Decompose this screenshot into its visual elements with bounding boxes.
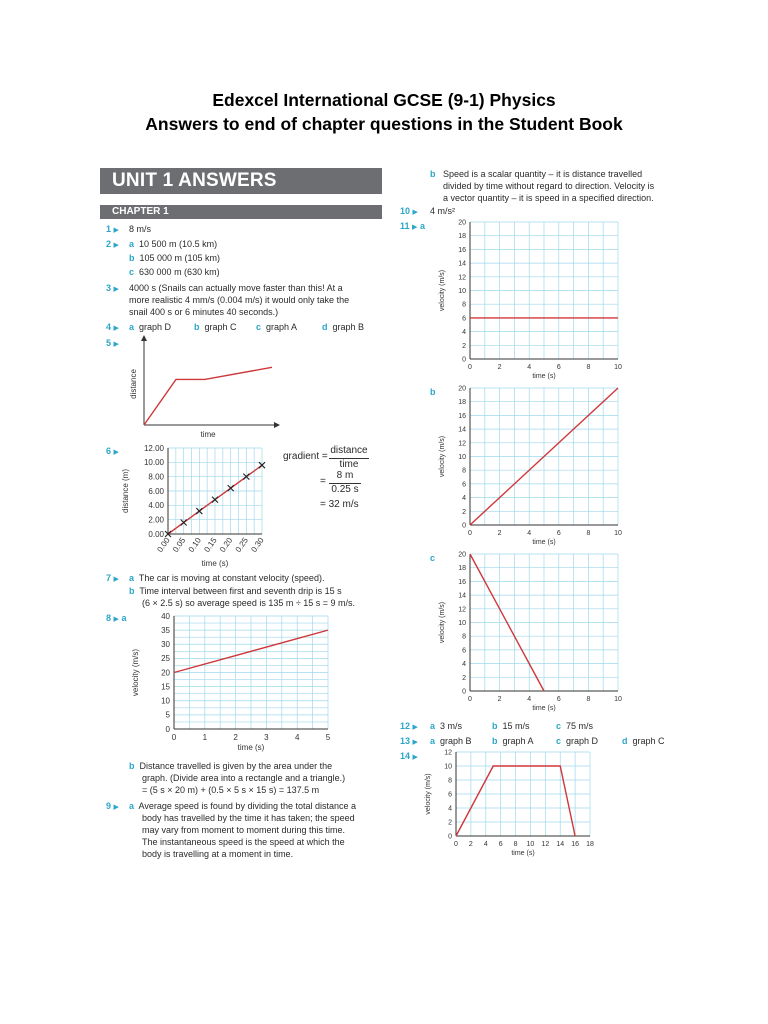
y-tick-label: 6.00 (148, 486, 164, 496)
x-tick-label: 0 (468, 530, 472, 537)
x-tick-label: 12 (541, 841, 550, 848)
y-tick-label: 8 (462, 633, 466, 641)
part-label: b (492, 721, 498, 731)
answer-text: 3 m/s (440, 721, 463, 731)
question-number (106, 800, 119, 814)
x-tick-label: 0.25 (233, 535, 250, 554)
part-label: b (492, 736, 498, 746)
part-label: a (129, 322, 135, 332)
y-axis-label: velocity (m/s) (131, 648, 140, 697)
answer-text: 630 000 m (630 km) (139, 267, 220, 277)
y-tick-label: 5 (165, 710, 170, 720)
x-tick-label: 10 (614, 364, 622, 371)
y-tick-label: 12 (444, 749, 452, 757)
question-number (400, 220, 425, 234)
unit-banner: UNIT 1 ANSWERS (100, 168, 382, 194)
y-tick-label: 35 (161, 625, 170, 635)
answer-q12b (492, 720, 530, 732)
y-axis-label: velocity (m/s) (439, 435, 446, 478)
chart-q11a (430, 218, 630, 386)
gradient-denominator: time (339, 459, 359, 470)
answer-q4b (194, 321, 237, 333)
answer-q13c (556, 735, 598, 747)
answer-q4d (322, 321, 364, 333)
y-tick-label: 40 (161, 611, 170, 621)
y-tick-label: 16 (458, 412, 466, 420)
y-tick-label: 16 (458, 578, 466, 586)
answer-text: graph A (266, 322, 298, 332)
y-tick-label: 20 (458, 219, 466, 227)
arrow-icon: ▶ (412, 739, 418, 746)
part-label: a (430, 736, 436, 746)
x-tick-label: 4 (527, 530, 532, 537)
y-tick-label: 10 (458, 453, 466, 461)
y-tick-label: 10.00 (143, 458, 164, 468)
y-tick-label: 10 (161, 696, 170, 706)
answer-text: Distance travelled is given by the area under the (139, 761, 333, 771)
answer-q3-line: 4000 s (Snails can actually move faster than this! At a (129, 283, 343, 293)
answer-text: 105 000 m (105 km) (139, 253, 221, 263)
question-6-number: 6 (106, 446, 112, 456)
answer-text: graph C (204, 322, 237, 332)
y-tick-label: 6 (462, 647, 466, 655)
x-tick-label: 0.30 (249, 535, 266, 554)
part-label: a (430, 721, 436, 731)
arrow-icon: ▶ (412, 209, 418, 216)
answer-q10b-line: a vector quantity – it is speed in a specified direction. (443, 193, 654, 203)
x-axis-label: time (s) (237, 743, 265, 752)
question-11-number: 11 (400, 221, 410, 231)
x-tick-label: 18 (586, 841, 594, 848)
question-4-number: 4 (106, 322, 112, 332)
y-tick-label: 6 (462, 315, 466, 323)
answer-q13b (492, 735, 534, 747)
x-tick-label: 2 (233, 733, 238, 742)
arrow-icon: ▶ (412, 754, 418, 761)
x-tick-label: 0.00 (155, 535, 172, 554)
answer-text: Average speed is found by dividing the total distance a (138, 801, 357, 811)
answer-text: Time interval between first and seventh drip is 15 s (139, 586, 342, 596)
question-5-number: 5 (106, 338, 112, 348)
x-tick-label: 0 (468, 696, 472, 703)
y-tick-label: 25 (161, 654, 170, 664)
y-tick-label: 10 (458, 619, 466, 627)
answer-q12a (430, 720, 462, 732)
x-tick-label: 0.20 (217, 535, 235, 554)
part-label: a (121, 613, 127, 623)
y-tick-label: 4 (462, 495, 466, 503)
question-number (400, 735, 418, 749)
y-tick-label: 20 (161, 668, 170, 678)
x-axis-label: time (s) (532, 373, 556, 380)
y-tick-label: 30 (161, 640, 170, 650)
document-subtitle: Answers to end of chapter questions in the Student Book (145, 114, 623, 134)
x-tick-label: 2 (497, 364, 502, 371)
answer-text: 15 m/s (502, 721, 530, 731)
chart-q14 (425, 748, 610, 863)
y-tick-label: 6 (448, 791, 452, 799)
part-label: c (556, 736, 562, 746)
answer-text: 10 500 m (10.5 km) (139, 239, 218, 249)
question-12-number: 12 (400, 721, 411, 731)
arrow-icon: ▶ (113, 804, 119, 811)
y-tick-label: 12.00 (143, 443, 164, 453)
x-axis-label: time (s) (532, 539, 556, 546)
answer-q9-line: may vary from moment to moment during this time. (142, 825, 346, 835)
y-tick-label: 12 (458, 606, 466, 614)
chart-q8a (120, 610, 340, 758)
x-tick-label: 2 (468, 841, 473, 848)
answer-q13d (622, 735, 665, 747)
part-label: b (430, 169, 436, 179)
answer-text: graph B (332, 322, 365, 332)
y-tick-label: 4 (462, 661, 466, 669)
data-line (144, 367, 272, 425)
y-tick-label: 2 (462, 342, 466, 350)
gradient-label: gradient = (283, 451, 328, 462)
answer-q10b-line: divided by time without regard to direction. Velocity is (443, 181, 655, 191)
question-number (106, 238, 119, 252)
y-tick-label: 10 (458, 287, 466, 295)
gradient-numerator: distance (330, 445, 368, 456)
question-number (400, 750, 418, 764)
y-tick-label: 0.00 (148, 529, 164, 539)
question-2-number: 2 (106, 239, 112, 249)
x-tick-label: 6 (556, 364, 561, 371)
y-tick-label: 20 (458, 385, 466, 393)
answer-q1: 8 m/s (129, 224, 152, 234)
arrow-icon: ▶ (113, 449, 119, 456)
question-number (400, 720, 418, 734)
part-label: d (322, 322, 328, 332)
y-tick-label: 2.00 (148, 515, 164, 525)
question-9-number: 9 (106, 801, 112, 811)
answer-q4a (129, 321, 171, 333)
x-tick-label: 0.10 (186, 535, 203, 554)
part-label: b (129, 253, 135, 263)
answer-q2b (129, 252, 220, 264)
x-tick-label: 10 (614, 696, 622, 703)
answer-q9a (129, 800, 356, 812)
x-tick-label: 10 (614, 530, 622, 537)
x-tick-label: 3 (264, 733, 269, 742)
answer-q7b-line: (6 × 2.5 s) so average speed is 135 m ÷ 15 s = 9 m/s. (142, 598, 356, 608)
question-number (106, 223, 119, 237)
y-tick-label: 8.00 (148, 472, 164, 482)
answer-q13a (430, 735, 472, 747)
y-tick-label: 8 (448, 777, 452, 785)
part-label: c (256, 322, 262, 332)
answer-q9-line: body is travelling at a moment in time. (142, 849, 294, 859)
y-tick-label: 0 (462, 356, 466, 364)
question-7-number: 7 (106, 573, 112, 583)
y-tick-label: 0 (462, 522, 466, 530)
y-tick-label: 4 (448, 805, 452, 813)
question-number (106, 337, 119, 351)
question-13-number: 13 (400, 736, 411, 746)
question-14-number: 14 (400, 751, 411, 761)
part-label: a (419, 221, 425, 231)
arrow-icon: ▶ (113, 341, 119, 348)
answer-q12c (556, 720, 593, 732)
y-tick-label: 14 (458, 260, 466, 268)
y-axis-label: velocity (m/s) (439, 269, 446, 312)
gradient-denominator-value: 0.25 s (331, 484, 359, 495)
arrow-icon: ▶ (113, 616, 119, 623)
y-tick-label: 0 (165, 724, 170, 734)
y-tick-label: 18 (458, 565, 466, 573)
x-tick-label: 2 (497, 530, 502, 537)
y-tick-label: 12 (458, 274, 466, 282)
answer-q10b-line: Speed is a scalar quantity – it is distance travelled (443, 169, 643, 179)
y-tick-label: 18 (458, 233, 466, 241)
answer-text: graph D (139, 322, 172, 332)
x-tick-label: 16 (571, 841, 580, 848)
x-tick-label: 8 (586, 696, 591, 703)
arrow-icon: ▶ (113, 576, 119, 583)
part-label: c (556, 721, 562, 731)
y-tick-label: 8 (462, 301, 466, 309)
y-tick-label: 14 (458, 426, 466, 434)
part-label: a (129, 801, 135, 811)
y-tick-label: 6 (462, 481, 466, 489)
y-tick-label: 12 (458, 440, 466, 448)
arrow-icon: ▶ (113, 242, 119, 249)
y-axis-label: distance (129, 369, 138, 399)
x-axis-label: time (200, 430, 216, 439)
answer-q2c (129, 266, 220, 278)
x-tick-label: 4 (527, 696, 532, 703)
answer-q7b (129, 585, 342, 597)
answer-text: graph B (440, 736, 472, 746)
y-axis-label: velocity (m/s) (425, 773, 432, 815)
part-label: b (129, 586, 135, 596)
gradient-numerator-value: 8 m (336, 470, 354, 481)
y-axis-label: distance (m) (121, 468, 130, 514)
y-axis-label: velocity (m/s) (439, 601, 446, 644)
part-label: d (622, 736, 628, 746)
answer-q3-line: more realistic 4 mm/s (0.004 m/s) it would only take the (129, 295, 350, 305)
arrow-icon: ▶ (113, 286, 119, 293)
chart-q11b (430, 384, 630, 552)
x-tick-label: 1 (202, 733, 208, 742)
answer-q8b-line: = (5 s × 20 m) + (0.5 × 5 s × 15 s) = 137.5 m (142, 785, 320, 795)
y-tick-label: 20 (458, 551, 466, 559)
y-tick-label: 2 (462, 674, 466, 682)
x-tick-label: 0 (171, 733, 177, 742)
part-label: a (129, 239, 135, 249)
x-tick-label: 0.15 (202, 535, 219, 554)
answer-q2a (129, 238, 217, 250)
question-number (106, 282, 119, 296)
answer-text: 75 m/s (566, 721, 594, 731)
y-tick-label: 2 (448, 819, 452, 827)
y-tick-label: 14 (458, 592, 466, 600)
y-tick-label: 16 (458, 246, 466, 254)
x-tick-label: 4 (483, 841, 488, 848)
x-axis-arrow-icon (274, 422, 280, 428)
chart-q11c (430, 550, 630, 718)
gradient-result: = 32 m/s (320, 499, 359, 510)
x-axis-label: time (s) (532, 705, 556, 712)
arrow-icon: ▶ (113, 227, 119, 234)
arrow-icon: ▶ (412, 224, 418, 231)
answer-q10: 4 m/s² (430, 206, 456, 216)
arrow-icon: ▶ (412, 724, 418, 731)
question-8-number: 8 (106, 613, 112, 623)
question-10-number: 10 (400, 206, 411, 216)
x-tick-label: 6 (556, 696, 561, 703)
question-number (106, 445, 119, 459)
x-tick-label: 0 (468, 364, 472, 371)
y-tick-label: 4.00 (148, 501, 164, 511)
y-tick-label: 18 (458, 399, 466, 407)
y-tick-label: 8 (462, 467, 466, 475)
answer-text: The car is moving at constant velocity (speed). (138, 573, 325, 583)
question-number (106, 321, 119, 335)
y-tick-label: 0 (448, 833, 452, 841)
x-tick-label: 8 (586, 364, 591, 371)
y-tick-label: 15 (161, 682, 170, 692)
x-tick-label: 8 (513, 841, 518, 848)
question-3-number: 3 (106, 283, 112, 293)
x-tick-label: 6 (498, 841, 503, 848)
chart-q6 (120, 442, 280, 570)
x-tick-label: 14 (556, 841, 565, 848)
answer-q7a (129, 572, 324, 584)
chapter-heading: CHAPTER 1 (100, 205, 382, 219)
part-label: b (430, 387, 436, 397)
part-label: b (194, 322, 200, 332)
answer-q3-line: snail 400 s or 6 minutes 40 seconds.) (129, 307, 279, 317)
answer-q8b-line: graph. (Divide area into a rectangle and a triangle.) (142, 773, 346, 783)
x-axis-label: time (s) (511, 850, 535, 857)
question-number (106, 572, 119, 586)
document-title: Edexcel International GCSE (9-1) Physics (212, 90, 556, 110)
part-label: c (430, 553, 436, 563)
part-label: a (129, 573, 135, 583)
x-axis-label: time (s) (201, 559, 229, 568)
y-axis-arrow-icon (141, 335, 147, 341)
arrow-icon: ▶ (113, 325, 119, 332)
x-tick-label: 5 (325, 733, 331, 742)
y-tick-label: 0 (462, 688, 466, 696)
y-tick-label: 10 (444, 763, 452, 771)
answer-q4c (256, 321, 297, 333)
x-tick-label: 8 (586, 530, 591, 537)
answer-q9-line: body has travelled by the time it has taken; the speed (142, 813, 355, 823)
answer-text: graph A (502, 736, 534, 746)
x-tick-label: 4 (294, 733, 300, 742)
answer-text: graph D (566, 736, 599, 746)
x-tick-label: 2 (497, 696, 502, 703)
answer-text: graph C (632, 736, 665, 746)
equals-sign: = (320, 476, 326, 487)
x-tick-label: 6 (556, 530, 561, 537)
y-tick-label: 2 (462, 508, 466, 516)
part-label: c (129, 267, 135, 277)
question-number (400, 205, 418, 219)
part-label: b (129, 761, 135, 771)
y-tick-label: 4 (462, 329, 466, 337)
x-tick-label: 4 (527, 364, 532, 371)
answer-q9-line: The instantaneous speed is the speed at which the (142, 837, 345, 847)
chart-q5 (120, 335, 280, 445)
x-tick-label: 10 (526, 841, 535, 848)
question-1-number: 1 (106, 224, 112, 234)
answer-q8b (129, 760, 332, 772)
x-tick-label: 0.05 (170, 535, 188, 554)
x-tick-label: 0 (454, 841, 458, 848)
